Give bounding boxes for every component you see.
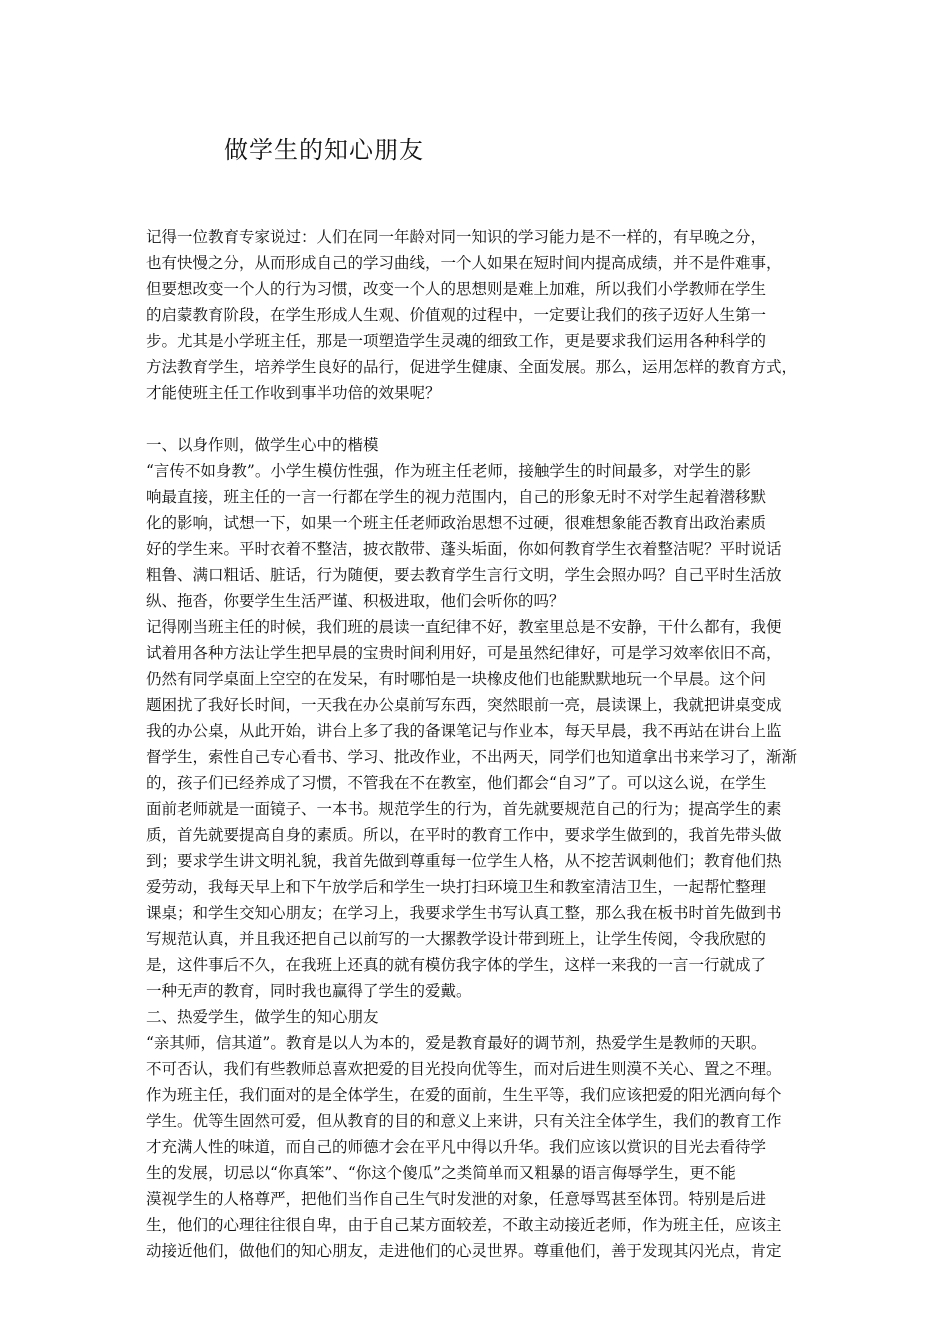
- section-2-line: 学生。优等生固然可爱，但从教育的目的和意义上来讲，只有关注全体学生，我们的教育工作: [146, 1112, 782, 1130]
- section-1-line: 粗鲁、满口粗话、脏话，行为随便，要去教育学生言行文明，学生会照办吗？自己平时生活放: [146, 566, 782, 584]
- intro-line: 记得一位教育专家说过：人们在同一年龄对同一知识的学习能力是不一样的，有早晚之分，: [146, 228, 767, 246]
- section-1-line: 督学生，索性自己专心看书、学习、批改作业，不出两天，同学们也知道拿出书来学习了，渐渐: [146, 748, 798, 766]
- section-1-line: 题困扰了我好长时间，一天我在办公桌前写东西，突然眼前一亮，晨读课上，我就把讲桌变成: [146, 696, 782, 714]
- section-1-line: 的，孩子们已经养成了习惯，不管我在不在教室，他们都会“自习”了。可以这么说，在学生: [146, 774, 767, 792]
- section-1-line: 课桌；和学生交知心朋友；在学习上，我要求学生书写认真工整，那么我在板书时首先做到书: [146, 904, 782, 922]
- section-1-line: 面前老师就是一面镜子、一本书。规范学生的行为，首先就要规范自己的行为；提高学生的素: [146, 800, 782, 818]
- intro-line: 才能使班主任工作收到事半功倍的效果呢？: [146, 384, 441, 402]
- section-1-line: 记得刚当班主任的时候，我们班的晨读一直纪律不好，教室里总是不安静，干什么都有，我便: [146, 618, 782, 636]
- section-1-line: 是，这件事后不久，在我班上还真的就有模仿我字体的学生，这样一来我的一言一行就成了: [146, 956, 767, 974]
- section-1-line: 质，首先就要提高自身的素质。所以，在平时的教育工作中，要求学生做到的，我首先带头做: [146, 826, 782, 844]
- section-1-line: “言传不如身教”。小学生模仿性强，作为班主任老师，接触学生的时间最多，对学生的影: [146, 462, 751, 480]
- section-2-line: 动接近他们，做他们的知心朋友，走进他们的心灵世界。尊重他们，善于发现其闪光点，肯定: [146, 1242, 782, 1260]
- section-1-line: 到；要求学生讲文明礼貌，我首先做到尊重每一位学生人格，从不挖苦讽刺他们；教育他们热: [146, 852, 782, 870]
- intro-paragraph: [146, 224, 812, 406]
- section-1-line: 仍然有同学桌面上空空的在发呆，有时哪怕是一块橡皮他们也能默默地玩一个早晨。这个问: [146, 670, 767, 688]
- section-1-line: 爱劳动，我每天早上和下午放学后和学生一块打扫环境卫生和教室清洁卫生，一起帮忙整理: [146, 878, 767, 896]
- section-1-line: 写规范认真，并且我还把自己以前写的一大摞教学设计带到班上，让学生传阅，令我欣慰的: [146, 930, 767, 948]
- section-2-line: 才充满人性的味道，而自己的师德才会在平凡中得以升华。我们应该以赏识的目光去看待学: [146, 1138, 767, 1156]
- section-1-line: 好的学生来。平时衣着不整洁，披衣散带、蓬头垢面，你如何教育学生衣着整洁呢？平时说话: [146, 540, 782, 558]
- intro-line: 也有快慢之分，从而形成自己的学习曲线，一个人如果在短时间内提高成绩，并不是件难事，: [146, 254, 782, 272]
- section-2-line: 漠视学生的人格尊严，把他们当作自己生气时发泄的对象，任意辱骂甚至体罚。特别是后进: [146, 1190, 767, 1208]
- section-2-body: [146, 1030, 812, 1264]
- section-1-line: 化的影响，试想一下，如果一个班主任老师政治思想不过硬，很难想象能否教育出政治素质: [146, 514, 767, 532]
- section-2-line: “亲其师，信其道”。教育是以人为本的，爱是教育最好的调节剂，热爱学生是教师的天职。: [146, 1034, 767, 1052]
- document-title: 做学生的知心朋友: [224, 136, 424, 164]
- section-1-heading: 一、以身作则，做学生心中的楷模: [146, 436, 379, 454]
- intro-line: 但要想改变一个人的行为习惯，改变一个人的思想则是难上加难，所以我们小学教师在学生: [146, 280, 767, 298]
- document-body: [146, 224, 812, 1264]
- section-1-line: 纵、拖沓，你要学生生活严谨、积极进取，他们会听你的吗？: [146, 592, 565, 610]
- section-2-line: 生，他们的心理往往很自卑，由于自己某方面较差，不敢主动接近老师，作为班主任，应该主: [146, 1216, 782, 1234]
- section-1-body: [146, 458, 812, 1004]
- section-2-line: 作为班主任，我们面对的是全体学生，在爱的面前，生生平等，我们应该把爱的阳光洒向每个: [146, 1086, 782, 1104]
- section-1-line: 我的办公桌，从此开始，讲台上多了我的备课笔记与作业本，每天早晨，我不再站在讲台上监: [146, 722, 782, 740]
- section-1-line: 一种无声的教育，同时我也赢得了学生的爱戴。: [146, 982, 472, 1000]
- section-2-heading: 二、热爱学生，做学生的知心朋友: [146, 1008, 379, 1026]
- intro-line: 的启蒙教育阶段，在学生形成人生观、价值观的过程中，一定要让我们的孩子迈好人生第一: [146, 306, 767, 324]
- section-1-line: 响最直接，班主任的一言一行都在学生的视力范围内，自己的形象无时不对学生起着潜移默: [146, 488, 767, 506]
- section-2-line: 不可否认，我们有些教师总喜欢把爱的目光投向优等生，而对后进生则漠不关心、置之不理。: [146, 1060, 782, 1078]
- intro-line: 方法教育学生，培养学生良好的品行，促进学生健康、全面发展。那么，运用怎样的教育方式，: [146, 358, 798, 376]
- section-1-line: 试着用各种方法让学生把早晨的宝贵时间利用好，可是虽然纪律好，可是学习效率依旧不高，: [146, 644, 782, 662]
- section-2-line: 生的发展，切忌以“你真笨”、“你这个傻瓜”之类简单而又粗暴的语言侮辱学生，更不能: [146, 1164, 736, 1182]
- intro-line: 步。尤其是小学班主任，那是一项塑造学生灵魂的细致工作，更是要求我们运用各种科学的: [146, 332, 767, 350]
- paragraph-gap: [146, 406, 812, 432]
